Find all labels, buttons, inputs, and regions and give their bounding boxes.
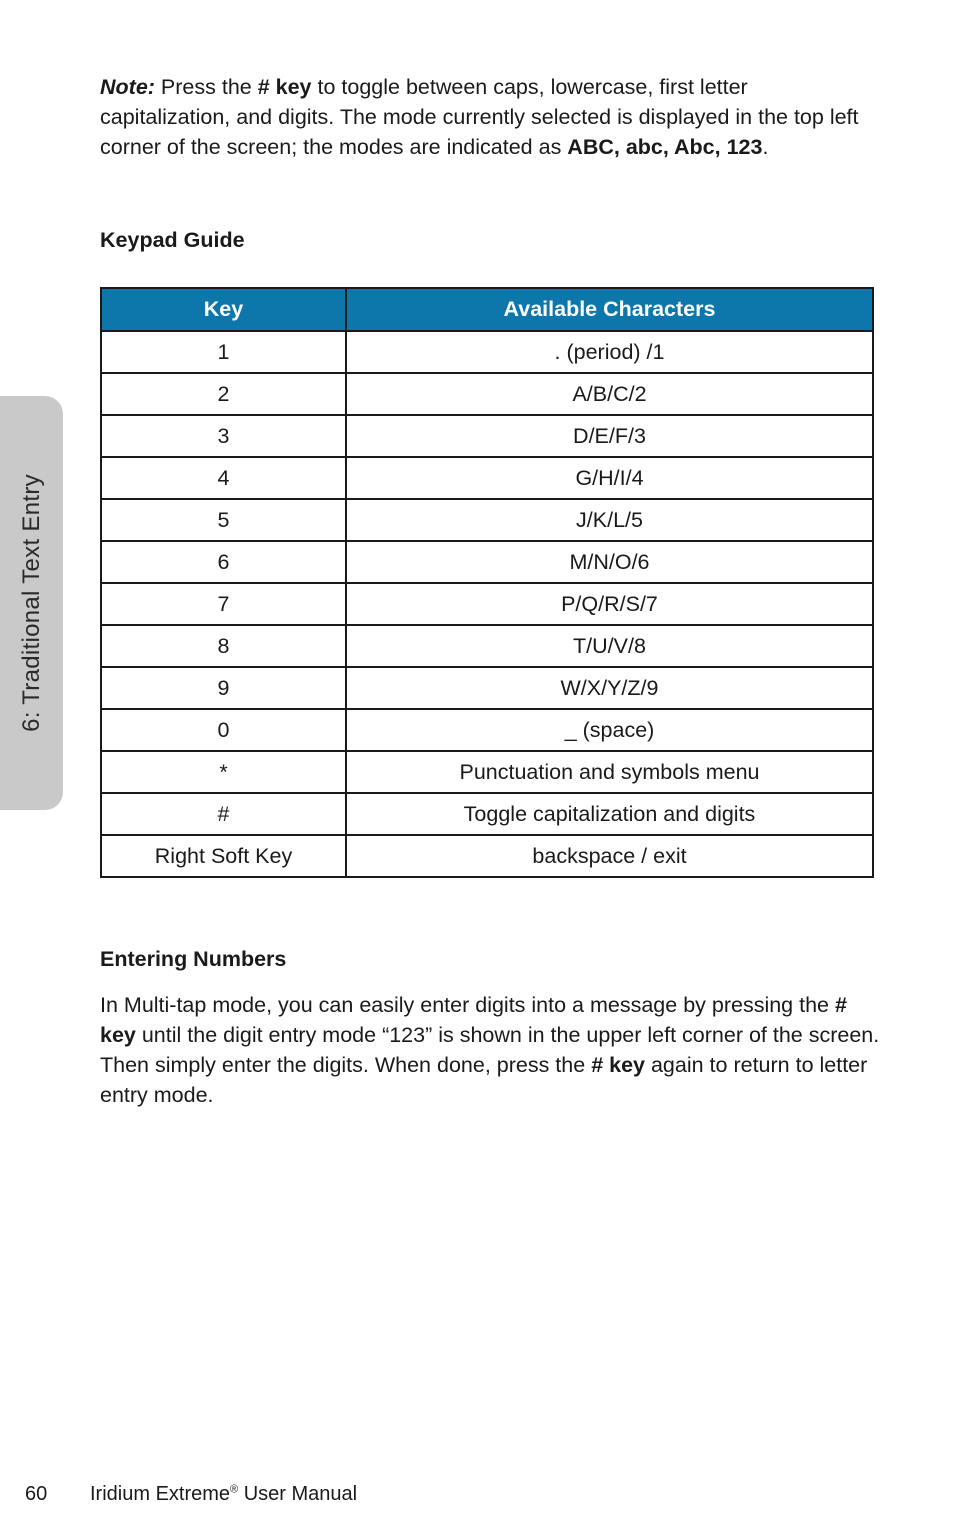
table-row [101,499,873,541]
manual-title [90,1483,357,1506]
key-cell: 3 [101,415,346,457]
note-label: Note: [100,75,155,99]
characters-cell: A/B/C/2 [346,373,873,415]
table-row [101,457,873,499]
characters-cell: D/E/F/3 [346,415,873,457]
note-modes: ABC, abc, Abc, 123 [567,135,763,159]
key-cell: Right Soft Key [101,835,346,877]
table-row [101,793,873,835]
chapter-tab [0,396,63,810]
table-row [101,835,873,877]
key-cell: # [101,793,346,835]
key-cell: * [101,751,346,793]
chapter-tab-label: 6: Traditional Text Entry [17,474,45,732]
characters-cell: P/Q/R/S/7 [346,583,873,625]
table-row [101,667,873,709]
manual-title-suffix: User Manual [238,1483,358,1505]
entering-numbers-paragraph [100,990,880,1110]
table-row [101,583,873,625]
key-cell: 7 [101,583,346,625]
note-text-1: Press the [154,75,258,99]
keypad-guide-heading: Keypad Guide [100,228,245,252]
note-text-3: . [762,135,769,159]
column-header-key: Key [101,288,346,331]
characters-cell: M/N/O/6 [346,541,873,583]
characters-cell: Toggle capitalization and digits [346,793,873,835]
note-key: # key [257,75,312,99]
table-row [101,373,873,415]
key-cell: 6 [101,541,346,583]
table-row [101,331,873,373]
characters-cell: W/X/Y/Z/9 [346,667,873,709]
key-cell: 9 [101,667,346,709]
registered-mark: ® [230,1483,239,1496]
characters-cell: J/K/L/5 [346,499,873,541]
note-text-2: to toggle between caps, lowercase, first letter capitalization, and digits. The mode currently selected is displayed in the top left corner of the screen; the modes are indicated as [100,75,859,159]
keypad-table [100,287,874,878]
numbers-text-1: In Multi-tap mode, you can easily enter digits into a message by pressing the [100,993,835,1017]
key-cell: 4 [101,457,346,499]
key-cell: 5 [101,499,346,541]
table-row [101,751,873,793]
characters-cell: G/H/I/4 [346,457,873,499]
entering-numbers-heading: Entering Numbers [100,947,287,971]
key-cell: 2 [101,373,346,415]
table-row [101,625,873,667]
key-cell: 8 [101,625,346,667]
note-paragraph [100,72,880,162]
table-row [101,415,873,457]
manual-title-name: Iridium Extreme [90,1483,231,1505]
characters-cell: T/U/V/8 [346,625,873,667]
characters-cell: backspace / exit [346,835,873,877]
table-row [101,541,873,583]
numbers-key-2: # key [591,1053,645,1077]
numbers-text-3: again to return to letter entry mode. [100,1053,868,1107]
table-header-row [101,288,873,331]
characters-cell: . (period) /1 [346,331,873,373]
key-cell: 1 [101,331,346,373]
numbers-text-2: until the digit entry mode “123” is shown in the upper left corner of the screen. Then simply enter the digits. When done, press the [100,1023,880,1077]
numbers-key-1: # key [100,993,847,1047]
column-header-characters: Available Characters [346,288,873,331]
keypad-table-body [101,331,873,877]
characters-cell: Punctuation and symbols menu [346,751,873,793]
page-number: 60 [25,1483,48,1505]
characters-cell: _ (space) [346,709,873,751]
table-row [101,709,873,751]
key-cell: 0 [101,709,346,751]
